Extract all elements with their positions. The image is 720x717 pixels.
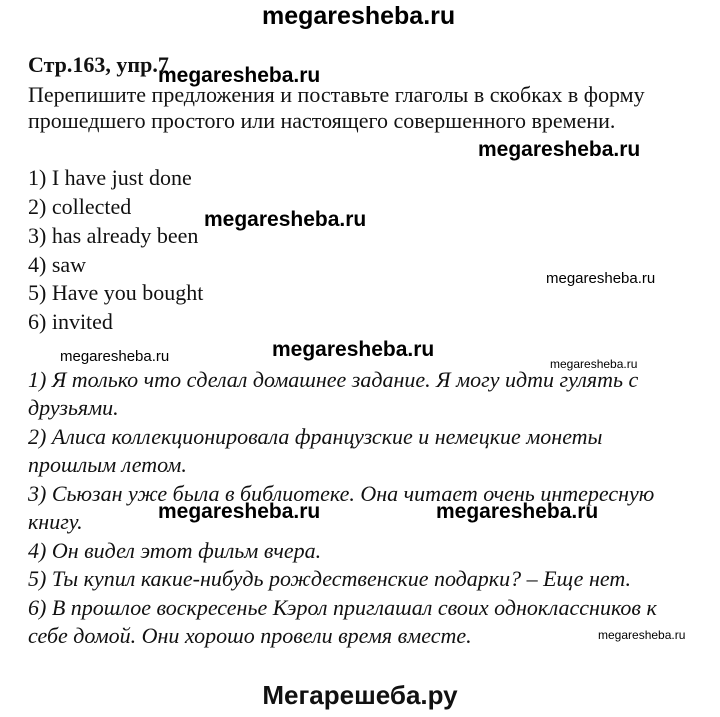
watermark: megaresheba.ru (158, 64, 321, 87)
translation-line: друзьями. (28, 395, 119, 420)
translation-line: прошлым летом. (28, 452, 187, 477)
answer-item: 5) Have you bought (28, 280, 204, 305)
answer-item: 2) collected (28, 194, 132, 219)
instruction-line-2: прошедшего простого или настоящего совершенного времени. (28, 108, 616, 133)
watermark: megaresheba.ru (262, 2, 456, 30)
translation-line: 3) Сьюзан уже была в библиотеке. Она читает очень интересную (28, 481, 655, 506)
page-title: Стр.163, упр.7 (28, 52, 169, 77)
footer-brand: Мегарешеба.ру (262, 680, 458, 710)
watermark: megaresheba.ru (60, 348, 170, 365)
instruction-line-1: Перепишите предложения и поставьте глаголы в скобках в форму (28, 82, 645, 107)
watermark: megaresheba.ru (272, 338, 435, 361)
watermark: megaresheba.ru (546, 270, 656, 287)
answer-item: 3) has already been (28, 223, 199, 248)
translation-line: себе домой. Они хорошо провели время вместе. (28, 623, 472, 648)
translation-line: 2) Алиса коллекционировала французские и немецкие монеты (28, 424, 603, 449)
watermark: megaresheba.ru (598, 628, 686, 642)
translation-line: книгу. (28, 509, 83, 534)
watermark: megaresheba.ru (204, 208, 367, 231)
answer-item: 4) saw (28, 252, 87, 277)
answer-item: 1) I have just done (28, 165, 192, 190)
translation-line: 5) Ты купил какие-нибудь рождественские подарки? – Еще нет. (28, 566, 631, 591)
translation-line: 6) В прошлое воскресенье Кэрол приглашал своих одноклассников к (28, 595, 657, 620)
watermark: megaresheba.ru (478, 138, 641, 161)
watermark: megaresheba.ru (550, 357, 638, 371)
translation-line: 4) Он видел этот фильм вчера. (28, 538, 322, 563)
translation-line: 1) Я только что сделал домашнее задание. Я могу идти гулять с (28, 367, 639, 392)
answer-item: 6) invited (28, 309, 113, 334)
watermark: megaresheba.ru (158, 500, 321, 523)
watermark: megaresheba.ru (436, 500, 599, 523)
